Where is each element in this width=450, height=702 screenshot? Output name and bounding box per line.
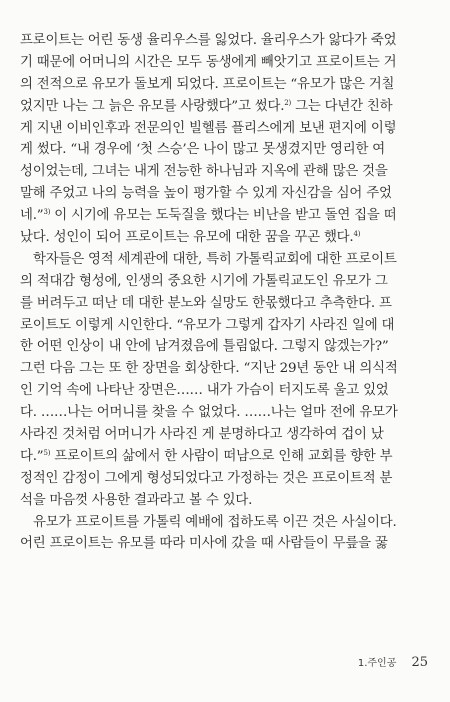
line-text: 네.” <box>20 208 44 224</box>
text-line <box>20 533 430 555</box>
text-line <box>20 161 430 183</box>
text-line <box>20 512 430 534</box>
line-text-continued: 그는 다년간 친하 <box>291 98 393 114</box>
text-line <box>20 424 430 446</box>
line-text: 인 기억 속에 나타난 장면은…… 내가 가슴이 터지도록 울고 있었 <box>20 383 389 399</box>
text-line <box>20 118 430 140</box>
line-text: 의 적대감 형성에, 인생의 중요한 시기에 가톨릭교도인 유모가 그 <box>20 273 388 289</box>
line-text: 한 어떤 인상이 내 안에 남겨졌음에 틀림없다. 그렇지 않겠는가?” <box>20 339 389 355</box>
line-text: 로이트도 이렇게 시인한다. “유모가 그렇게 갑자기 사라진 일에 대 <box>20 317 395 333</box>
footnote-marker: 4) <box>353 230 361 239</box>
line-text: 났다. 성인이 되어 프로이트는 유모에 대한 꿈을 꾸곤 했다. <box>20 230 354 246</box>
text-line <box>20 315 430 337</box>
chapter-label: 1.주인공 <box>357 658 397 669</box>
line-text: 프로이트는 어린 동생 율리우스를 잃었다. 율리우스가 앓다가 죽었 <box>20 33 397 48</box>
line-text: 유모가 프로이트를 가톨릭 예배에 접하도록 이끈 것은 사실이다. <box>33 514 397 530</box>
line-text-continued: 프로이트의 삶에서 한 사람이 떠남으로 인해 교회를 향한 부 <box>50 448 393 464</box>
text-line <box>20 293 430 315</box>
page-footer <box>358 651 428 670</box>
text-line <box>20 446 430 468</box>
line-text: 사라진 것처럼 어머니가 사라진 게 분명하다고 생각하여 겁이 났 <box>20 427 384 443</box>
text-line <box>20 96 430 118</box>
text-line <box>20 52 430 74</box>
text-line <box>20 227 430 249</box>
line-text: 를 버려두고 떠난 데 대한 분노와 실망도 한몫했다고 추측한다. 프 <box>20 295 392 311</box>
line-text: 다. ……나는 어머니를 찾을 수 없었다. ……나는 얼마 전에 유모가 <box>20 405 398 421</box>
text-line <box>20 336 430 358</box>
line-text: 학자들은 영적 세계관에 대한, 특히 가톨릭교회에 대한 프로이트 <box>33 251 397 267</box>
text-line <box>20 30 430 52</box>
text-line <box>20 380 430 402</box>
footnote-marker: 3) <box>43 208 51 217</box>
footnote-marker: 2) <box>284 98 292 107</box>
text-line <box>20 183 430 205</box>
text-line <box>20 74 430 96</box>
line-text: 다.” <box>20 448 44 464</box>
line-text: 석을 마음껏 사용한 결과라고 볼 수 있다. <box>20 492 253 508</box>
line-text: 기 때문에 어머니의 시간은 모두 동생에게 빼앗기고 프로이트는 거 <box>20 54 397 70</box>
line-text: 그런 다음 그는 또 한 장면을 회상한다. “지난 29년 동안 내 의식적 <box>20 361 398 377</box>
line-text: 게 썼다. “내 경우에 ‘첫 스승’은 나이 많고 못생겼지만 영리한 여 <box>20 142 386 158</box>
page-number: 25 <box>411 655 428 670</box>
line-text: 성이었는데, 그녀는 내게 전능한 하나님과 지옥에 관해 많은 것을 <box>20 164 388 180</box>
text-line <box>20 468 430 490</box>
text-line <box>20 271 430 293</box>
line-text: 말해 주었고 나의 능력을 높이 평가할 수 있게 자신감을 심어 주었 <box>20 186 392 202</box>
text-line <box>20 358 430 380</box>
text-line <box>20 490 430 512</box>
text-line <box>20 249 430 271</box>
text-line <box>20 205 430 227</box>
line-text-continued: 이 시기에 유모는 도둑질을 했다는 비난을 받고 돌연 집을 떠 <box>50 208 397 224</box>
line-text: 었지만 나는 그 늙은 유모를 사랑했다”고 썼다. <box>20 98 285 114</box>
line-text: 어린 프로이트는 유모를 따라 미사에 갔을 때 사람들이 무릎을 꿇 <box>20 536 388 552</box>
footnote-marker: 5) <box>43 448 51 457</box>
text-line <box>20 139 430 161</box>
line-text: 정적인 감정이 그에게 형성되었다고 가정하는 것은 프로이트적 분 <box>20 470 393 486</box>
line-text: 게 지낸 이비인후과 전문의인 빌헬름 플리스에게 보낸 편지에 이렇 <box>20 120 397 136</box>
body-text <box>20 30 430 555</box>
text-line <box>20 402 430 424</box>
line-text: 의 전적으로 유모가 돌보게 되었다. 프로이트는 “유모가 많은 거칠 <box>20 76 395 92</box>
